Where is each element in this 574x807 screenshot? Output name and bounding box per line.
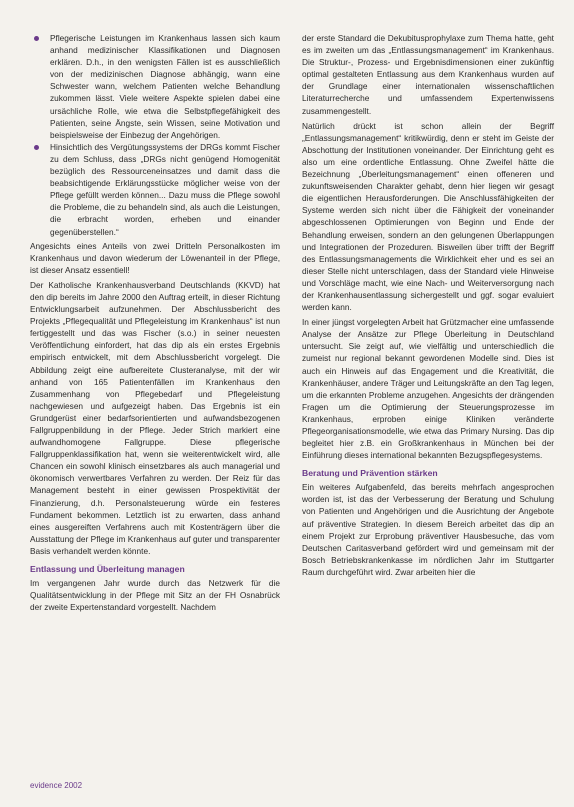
bullet-dot-icon — [34, 36, 39, 41]
right-column — [302, 32, 554, 581]
bullet-item — [30, 32, 280, 141]
body-paragraph: Angesichts eines Anteils von zwei Dritteln Personalkosten im Krankenhaus und davon wiederum der Löwenanteil in der Pflege, ist dieser Ansatz essentiell! — [30, 240, 280, 275]
body-paragraph: Der Katholische Krankenhausverband Deutschlands (KKVD) hat den dip bereits im Jahre 2000 den Auftrag erteilt, in dieser Richtung Entwicklungsarbeit aufzunehmen. Der Abschlussbericht des Projekts „Pflegequalität und Pflegeleistung im Krankenhaus“ ist nun fertiggestellt und das was Fischer (s.o.) in seiner neuesten Veröffentlichung einfordert, hat das dip als ein erstes Ergebnis empirisch entwickelt, mit dem Abschlussbericht vorgelegt. Die Abbildung zeigt eine aufbereitete Clusteranalyse, mit der wir anhand von 165 Patientenfällen im Krankenhaus den Zusammenhang von Pflegebedarf und Pflegeleistung nachgewiesen und aufgezeigt haben. Das Ergebnis ist ein Grundgerüst einer bedarfsorientierten und aufwandsbezogenen Fallgruppenbildung in der Pflege. Jeder Strich markiert eine aufwandhomogene Fallgruppe. Diese pflegerische Fallgruppenklassifikation hat, wenn sie weiterentwickelt wird, alle Chancen ein sowohl klinisch einsetzbares als auch managerial und ökonomisch verwertbares Verfahren zu werden. Der Reiz für das Management besteht in einer gewissen Prospektivität der Finanzierung, d.h. Personalsteuerung würde ein festeres Fundament bekommen. Letztlich ist zu erwarten, dass anhand eines ausgereiften Verfahrens auch mit Kostenträgern über die Ausstattung der Pflege im Krankenhaus auf guter und transparenter Basis verhandelt werden könnte. — [30, 279, 280, 556]
bullet-text: Hinsichtlich des Vergütungssystems der DRGs kommt Fischer zu dem Schluss, dass „DRGs nicht genügend Homogenität bezüglich des Ressourceneinsatzes und damit dass die beabsichtigende Erklärungsstücke möglicher weise von der Pflege gefüllt werden können... Dazu muss die Pflege sowohl die Probleme, die zu behandeln sind, als auch die Leistungen, die erbracht worden, erheben und einander gegenüberstellen.“ — [50, 141, 280, 237]
left-column — [30, 32, 280, 616]
page-footer: evidence 2002 — [30, 781, 83, 790]
section-heading: Beratung und Prävention stärken — [302, 468, 438, 479]
body-paragraph: Natürlich drückt ist schon allein der Begriff „Entlassungsmanagement“ kritikwürdig, denn er steht im Geiste der Abschottung der Institutionen voneinander. Der Einrichtung geht es also um eine ordentliche Entlassung. Ohne Zweifel hätte die Bezeichnung „Überleitungsmanagement“ einen offeneren und zukunftsweisenden Charakter gehabt, denn hier liegen wir gesagt die eigentlichen Herausforderungen. Die Anschlussfähigkeiten der Systeme werden sich nicht über die Fähigkeit der voneinander abgeschlossenen Optimierungen von Beginn und Ende der Behandlung erweisen, sondern an den gelungenen Überlappungen und Integrationen der Prozeduren. Bisweilen über trifft der Begriff des Entlassungsmanagements die Wirklichkeit eher und es sei an dieser Stelle nicht unterschlagen, dass der Standard viele Hinweise und Vorschläge macht, wie eine Nach- und Weiterversorgung nach der Krankenhausentlassung sichergestellt und ggf. sogar evaluiert werden kann. — [302, 120, 554, 313]
section-heading: Entlassung und Überleitung managen — [30, 564, 185, 575]
body-paragraph: der erste Standard die Dekubitusprophylaxe zum Thema hatte, geht es im zweiten um das „Entlassungsmanagement“ im Krankenhaus. Die Struktur-, Prozess- und Ergebnisdimensionen einer zukünftig optimal gestalteten Entlassung aus dem Krankenhaus wurden auf der Grundlage einer internationalen wissenschaftlichen Literaturrecherche und umfassendem Expertenwissens zusammengestellt. — [302, 33, 554, 116]
bullet-list — [30, 32, 280, 238]
body-paragraph: In einer jüngst vorgelegten Arbeit hat Grützmacher eine umfassende Analyse der Ansätze zur Pflege Überleitung in Deutschland untersucht. Sie zeigt auf, wie vielfältig und unterschiedlich die zumeist nur regional bekannt gewordenen Modelle sind. Dies ist auch ein Hinweis auf das Engagement und die Kreativität, die Krankenhäuser, andere Träger und Leitungskräfte an den Tag legen, um die erkannten Probleme anzugehen. Angesichts der drängenden Fragen um die Optimierung der Steuerungsprozesse im Krankenhaus, erproben einige Kliniken veränderte Pflegeorganisationsmodelle, wie etwa das Primary Nursing. Das dip begleitet hier z.B. ein Großkrankenhaus in München bei der Einführung dieses international bekannten Bezugspflegesystems. — [302, 317, 554, 461]
body-paragraph: Ein weiteres Aufgabenfeld, das bereits mehrfach angesprochen worden ist, ist das der Verbesserung der Beratung und Schulung von Patienten und Angehörigen und die Ausrichtung der Angebote auf präventive Strategien. In diesem Bereich arbeitet das dip an einem Projekt zur Erprobung präventiver Hausbesuche, das vom Deutschen Caritasverband gefördert wird und gemeinsam mit der Bosch Betriebskrankenkasse im nördlichen Jahr im Stuttgarter Raum durchgeführt wird. Zwar arbeiten hier die — [302, 482, 554, 577]
body-paragraph: Im vergangenen Jahr wurde durch das Netzwerk für die Qualitätsentwicklung in der Pflege mit Sitz an der FH Osnabrück der zweite Expertenstandard vorgestellt. Nachdem — [30, 578, 280, 613]
bullet-dot-icon — [34, 145, 39, 150]
bullet-text: Pflegerische Leistungen im Krankenhaus lassen sich kaum anhand medizinischer Klassifikationen und Diagnosen erklären. D.h., in den wenigsten Fällen ist es ausschließlich von der medizinischen Diagnose abhängig, wann eine Schwester wann, welchem Patienten welche Behandlung zukommen lässt. Viele weitere Aspekte spielen dabei eine ursächliche Rolle, wie etwa die Selbstpflegefähigkeit des Patienten, seine Ängste, sein Wissen, seine Motivation und beispielsweise der Einbezug der Angehörigen. — [50, 33, 280, 140]
bullet-item — [30, 141, 280, 238]
